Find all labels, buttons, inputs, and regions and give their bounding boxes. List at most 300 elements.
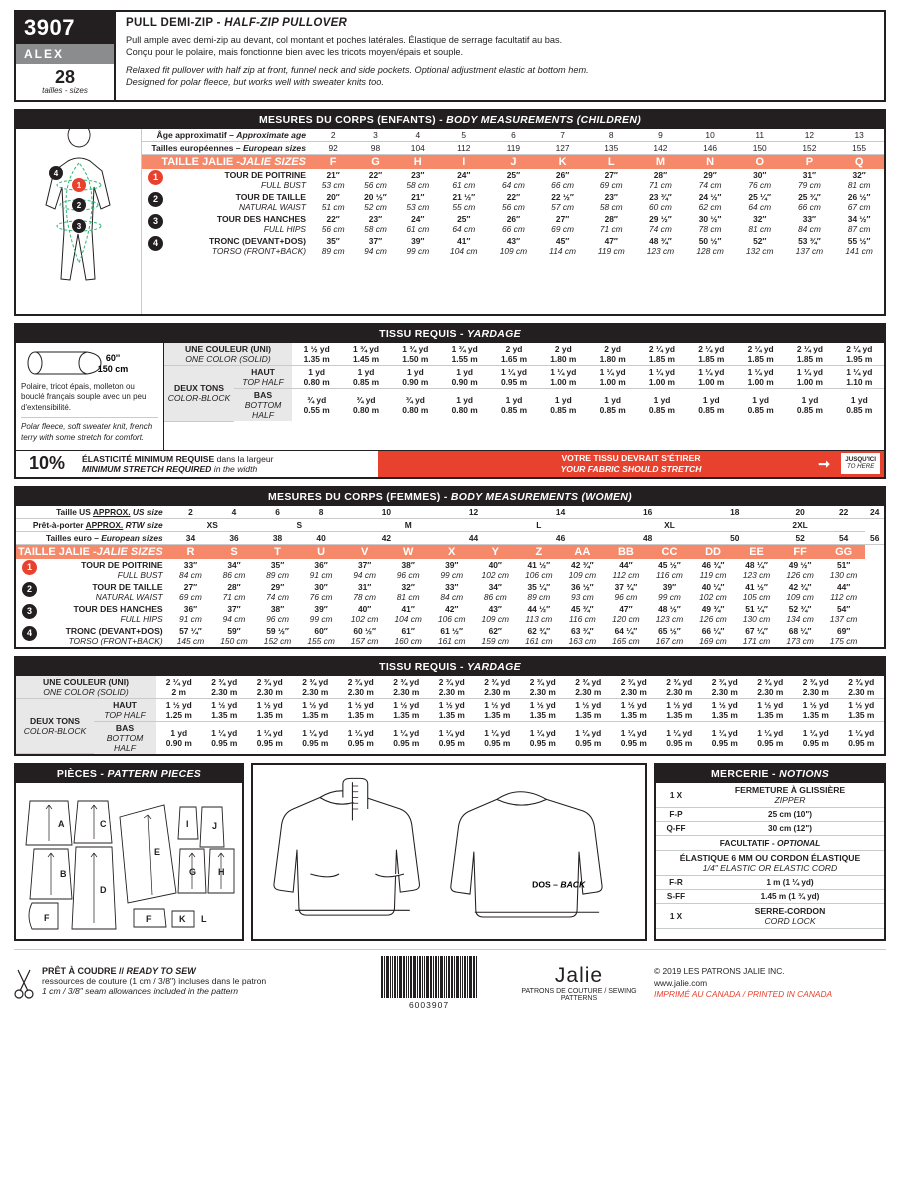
cell: 18 — [691, 506, 778, 519]
cell-group: 67 ¼″ 171 cm — [742, 625, 771, 646]
table-row-zipper-fp — [656, 808, 884, 822]
cell-group: 43″ 109 cm — [481, 603, 509, 624]
header — [14, 10, 886, 102]
cell-group: 22″ 56 cm — [321, 214, 345, 234]
cell-group: 2 yd 1.65 m — [489, 343, 538, 366]
cell-group: 28″ 71 cm — [599, 214, 623, 234]
cell-group: 1 yd 0.85 m — [747, 395, 774, 415]
cell-group: 1 yd 0.85 m — [846, 395, 873, 415]
pattern-pieces-title: PIÈCES - PATTERN PIECES — [16, 765, 242, 783]
cell: 13 — [834, 129, 884, 142]
children-yardage-section — [14, 323, 886, 479]
cell-group: 1 ½ yd 1.35 m — [384, 698, 430, 721]
cell-group: 51″ 130 cm — [829, 559, 858, 580]
cell-group: 1 ½ yd 1.35 m — [566, 698, 612, 721]
description-fr-1: Pull ample avec demi-zip au devant, col montant et poches latérales. Élastique de serrage facultatif au bas. — [126, 35, 563, 45]
stretch-bar — [378, 451, 884, 477]
cell: 98 — [354, 142, 396, 155]
cell-group: 40″ 102 cm — [350, 603, 379, 624]
piece-label: D — [100, 885, 107, 896]
cell-group: 25″ 64 cm — [502, 170, 525, 190]
description-en-2: Designed for polar fleece, but works well with sweater knits too. — [126, 77, 384, 88]
cell: 24 — [865, 506, 884, 519]
cell-group: 65 ½″ 167 cm — [655, 625, 684, 646]
cell: Q — [834, 155, 884, 170]
cell: 146 — [685, 142, 735, 155]
cell-group: 35″ 89 cm — [266, 559, 289, 580]
cell-group: 47″ 119 cm — [597, 236, 625, 256]
cell-group: 38″ 96 cm — [266, 603, 289, 624]
women-measurements-table — [16, 506, 884, 647]
cell-group: 1 yd 0.80 m — [292, 366, 341, 389]
cell-group: 30 ½″ 78 cm — [698, 214, 722, 234]
cell-group: 31″ 79 cm — [797, 170, 821, 190]
copyright-text: © 2019 LES PATRONS JALIE INC. — [654, 965, 785, 976]
table-row-jalie-sizes — [142, 155, 884, 170]
seam-note-fr: ressources de couture (1 cm / 3/8") incluses dans le patron — [42, 976, 267, 987]
notions-panel — [654, 763, 886, 941]
cell: I — [439, 155, 489, 170]
cell-group: 57 ¼″ 145 cm — [176, 625, 205, 646]
cell-group: 26 ½″ 67 cm — [847, 192, 871, 212]
footer — [14, 949, 886, 1010]
cell-group: 37″ 94 cm — [364, 236, 387, 256]
rtw-size-label: Prêt-à-porter APPROX. RTW size — [16, 518, 169, 531]
cell: 127 — [538, 142, 587, 155]
cell-group: 22 ½″ 57 cm — [551, 192, 574, 212]
cell-group: 1 yd 0.85 m — [341, 366, 390, 389]
cell: BB — [604, 544, 648, 559]
cell: 46 — [517, 531, 604, 544]
cell: 42 — [343, 531, 430, 544]
cell: J — [489, 155, 539, 170]
cell-group: 46 ¾″ 119 cm — [699, 559, 727, 580]
cell-group: 45″ 114 cm — [549, 236, 576, 256]
table-row-women-top-half — [16, 698, 884, 721]
cell-group: 60 ½″ 157 cm — [350, 625, 379, 646]
cell-group: 42 ¾″ 109 cm — [568, 559, 597, 580]
cell: 8 — [587, 129, 636, 142]
two-tone-label: DEUX TONS COLOR-BLOCK — [164, 366, 234, 422]
table-row-elastic — [656, 851, 884, 876]
cell: 44 — [430, 531, 517, 544]
piece-label: B — [60, 869, 67, 880]
brand-tagline: PATRONS DE COUTURE / SEWING PATTERNS — [521, 988, 637, 1003]
cell: 36 — [212, 531, 256, 544]
cell-group: 36″ 91 cm — [179, 603, 202, 624]
cell: W — [386, 544, 430, 559]
cell: 11 — [735, 129, 785, 142]
cell-group: 38″ 96 cm — [396, 559, 420, 580]
cell-group: 51 ¼″ 130 cm — [742, 603, 771, 624]
piece-label: C — [100, 819, 107, 830]
title-fr: PULL DEMI-ZIP - — [126, 17, 225, 29]
cell-group: 2 ¾ yd 2.30 m — [566, 676, 612, 699]
table-row-women-bottom-half — [16, 721, 884, 754]
badge-4: 4 — [148, 236, 163, 251]
women-yardage-table — [16, 676, 884, 755]
pattern-number: 3907 — [16, 12, 114, 44]
stretch-bar-fr: VOTRE TISSU DEVRAIT S'ÉTIRER — [561, 453, 701, 464]
piece-label: H — [218, 867, 225, 878]
women-jalie-label: TAILLE JALIE -JALIE SIZES — [16, 544, 169, 559]
cell-group: 2 ¾ yd 2.30 m — [293, 676, 339, 699]
cell-group: 39″ 99 cm — [309, 603, 333, 624]
cell-group: 39″ 99 cm — [406, 236, 430, 256]
cell-group: 2 ¼ yd 1.85 m — [736, 343, 785, 366]
cell: 142 — [636, 142, 686, 155]
cell-group: 1 ¼ yd 1.00 m — [637, 366, 686, 389]
cell: Z — [517, 544, 561, 559]
cell-group: 20″ 51 cm — [321, 192, 345, 212]
row-label-women-waist: 2 TOUR DE TAILLE NATURAL WAIST — [16, 581, 169, 603]
cell: 155 — [834, 142, 884, 155]
cell-group: 41 ½″ 106 cm — [525, 559, 553, 580]
fabric-note-fr: Polaire, tricot épais, molleton ou bouclé français souple avec un peu d'extensibilité. — [21, 382, 147, 412]
cell-group: 52 ¾″ 134 cm — [786, 603, 814, 624]
cell-group: 2 ¾ yd 2.30 m — [520, 676, 566, 699]
cell: S — [212, 544, 256, 559]
children-yardage-title: TISSU REQUIS - YARDAGE — [16, 325, 884, 343]
cell: 48 — [604, 531, 691, 544]
cell-group: 23″ 58 cm — [406, 170, 430, 190]
header-left — [16, 12, 116, 100]
cell-group: 34 ½″ 87 cm — [847, 214, 871, 234]
sizes-count: 28 — [54, 67, 76, 87]
cell-group: 1 ¼ yd 0.95 m — [575, 727, 602, 748]
cell-group: 48 ¾″ 123 cm — [646, 236, 675, 256]
stretch-to-here-tag: JUSQU'ICI TO HERE — [841, 453, 880, 474]
cell-group: 32″ 81 cm — [847, 170, 871, 190]
cell: 4 — [212, 506, 256, 519]
row-label-women-torso: 4 TRONC (DEVANT+DOS) TORSO (FRONT+BACK) — [16, 625, 169, 647]
cell-group: 1 yd 0.90 m — [391, 366, 440, 389]
cell-group: 2 ¾ yd 2.30 m — [657, 676, 703, 699]
printed-in: IMPRIMÉ AU CANADA / PRINTED IN CANADA — [654, 989, 833, 1000]
piece-label: G — [189, 867, 197, 878]
cell-group: 1 ½ yd 1.25 m — [156, 698, 202, 721]
cell-group: 35″ 89 cm — [321, 236, 345, 256]
cell-group: 33″ 84 cm — [179, 559, 202, 580]
us-size-label: Taille US APPROX. US size — [16, 506, 169, 519]
cell: N — [685, 155, 735, 170]
page-title — [126, 17, 874, 29]
badge-2: 2 — [22, 582, 37, 597]
cell: L — [587, 155, 636, 170]
cell-group: 2 ¾ yd 2.30 m — [429, 676, 475, 699]
cell-group: 39″ 99 cm — [658, 581, 681, 602]
cell: GG — [822, 544, 866, 559]
table-row-waist — [142, 191, 884, 213]
cell: 135 — [587, 142, 636, 155]
cell-group: 1 ¾ yd 1.50 m — [391, 343, 440, 366]
ready-to-sew-block — [14, 966, 344, 1000]
cell-group: 68 ¼″ 173 cm — [786, 625, 814, 646]
badge-2: 2 — [148, 192, 163, 207]
children-measurements-section — [14, 109, 886, 316]
row-label-women-hips: 3 TOUR DES HANCHES FULL HIPS — [16, 603, 169, 625]
cell: 56 — [865, 531, 884, 544]
stretch-text: ÉLASTICITÉ MINIMUM REQUISE dans la largeur MINIMUM STRETCH REQUIRED in the width — [82, 453, 274, 474]
table-row-bust — [142, 169, 884, 191]
arrow-right-icon: ➞ — [818, 455, 830, 472]
cell: DD — [691, 544, 735, 559]
cell-group: 1 ½ yd 1.35 m — [657, 698, 703, 721]
cell-group: 2 ¼ yd 2 m — [156, 676, 202, 699]
women-top-half-label: HAUT TOP HALF — [94, 698, 156, 721]
cell-group: 61 ½″ 161 cm — [437, 625, 466, 646]
fabric-info — [16, 343, 164, 450]
cell-group: 44 ½″ 113 cm — [525, 603, 553, 624]
cell: 10 — [343, 506, 430, 519]
cell: EE — [735, 544, 779, 559]
cell: 20 — [778, 506, 822, 519]
cell: 52 — [778, 531, 822, 544]
cell-group: 20 ½″ 52 cm — [364, 192, 387, 212]
cell-group: 35 ¼″ 89 cm — [527, 581, 551, 602]
cell-group: 23 ¾″ 60 cm — [649, 192, 672, 212]
table-row-solid — [164, 343, 884, 366]
cell-group: 2 ¾ yd 2.30 m — [839, 676, 885, 699]
stretch-requirement-row — [16, 450, 884, 477]
cell-group: 1 ¼ yd 0.95 m — [802, 727, 829, 748]
cell: 2 — [169, 506, 213, 519]
cell-group: 1 ¼ yd 0.95 m — [757, 727, 784, 748]
row-label-waist: 2 TOUR DE TAILLE NATURAL WAIST — [142, 191, 312, 213]
cell-group: 25 ¾″ 66 cm — [797, 192, 821, 212]
table-row-top-half — [164, 366, 884, 389]
cell-group: 24 ½″ 62 cm — [698, 192, 722, 212]
cell-group: 1 ½ yd 1.35 m — [202, 698, 248, 721]
cell: L — [474, 518, 605, 531]
cell-group: 26″ 66 cm — [502, 214, 525, 234]
cell-group: 33″ 84 cm — [797, 214, 821, 234]
badge-4: 4 — [22, 626, 37, 641]
cell: 54 — [822, 531, 866, 544]
cell-group: 37″ 94 cm — [222, 603, 246, 624]
cell-group: 21″ 53 cm — [406, 192, 430, 212]
cell-group: 48 ¼″ 123 cm — [742, 559, 771, 580]
cell-group: 2 yd 1.80 m — [539, 343, 588, 366]
cell-group: 2 ¾ yd 2.30 m — [384, 676, 430, 699]
cell: 38 — [256, 531, 300, 544]
table-row-age — [142, 129, 884, 142]
cell: 112 — [439, 142, 489, 155]
cell-group: 2 ¼ yd 1.95 m — [835, 343, 884, 366]
cell-group: 1 ¼ yd 0.95 m — [848, 727, 875, 748]
cell-group: 1 yd 0.90 m — [440, 366, 489, 389]
cell-group: 30″ 76 cm — [309, 581, 333, 602]
cell-group: 1 ¼ yd 0.95 m — [393, 727, 420, 748]
cell-group: 1 ¼ yd 0.95 m — [211, 727, 238, 748]
cell-group: 1 ½ yd 1.35 m — [429, 698, 475, 721]
piece-label: F — [146, 914, 152, 925]
cell-group: 22″ 56 cm — [364, 170, 387, 190]
row-label-torso: 4 TRONC (DEVANT+DOS) TORSO (FRONT+BACK) — [142, 235, 312, 257]
women-two-tone-label: DEUX TONS COLOR-BLOCK — [16, 698, 94, 754]
cell: 150 — [735, 142, 785, 155]
cell-group: 61″ 160 cm — [394, 625, 422, 646]
cell: G — [354, 155, 396, 170]
cell: 5 — [439, 129, 489, 142]
cell-group: 21 ½″ 55 cm — [452, 192, 476, 212]
cell-group: 47″ 120 cm — [612, 603, 640, 624]
cell-group: 1 ½ yd 1.35 m — [292, 343, 341, 366]
website-link[interactable]: www.jalie.com — [654, 977, 708, 988]
cell: M — [343, 518, 474, 531]
cordlock-qty: 1 X — [656, 904, 696, 929]
cell-group: 1 ¾ yd 1.45 m — [341, 343, 390, 366]
cell-group: 50 ½″ 128 cm — [696, 236, 724, 256]
children-title-fr: MESURES DU CORPS (ENFANTS) - — [258, 114, 447, 126]
cell-group: 29″ 74 cm — [698, 170, 722, 190]
cell-group: 2 ¾ yd 2.30 m — [475, 676, 521, 699]
cell: 7 — [538, 129, 587, 142]
cell-group: 1 ¼ yd 0.95 m — [620, 727, 647, 748]
cell-group: ¾ yd 0.55 m — [303, 395, 330, 415]
cell-group: 1 ½ yd 1.35 m — [475, 698, 521, 721]
table-row-us-size — [16, 506, 884, 519]
cell-group: 2 ¾ yd 2.30 m — [202, 676, 248, 699]
cell-group: 1 yd 0.90 m — [165, 727, 192, 748]
cell-group: 33″ 84 cm — [440, 581, 464, 602]
cell-group: 34″ 86 cm — [483, 581, 507, 602]
cell-group: ¾ yd 0.80 m — [402, 395, 429, 415]
technical-drawing-panel — [251, 763, 647, 941]
children-title-en: BODY MEASUREMENTS (CHILDREN) — [446, 114, 642, 126]
cell-group: 44″ 112 cm — [830, 581, 858, 602]
women-yardage-section — [14, 656, 886, 757]
cell-group: 32″ 81 cm — [748, 214, 772, 234]
cell-group: 48 ½″ 123 cm — [655, 603, 684, 624]
piece-label: F — [44, 913, 50, 924]
title-en: HALF-ZIP PULLOVER — [224, 17, 348, 29]
cell-group: 1 ¼ yd 1.00 m — [539, 366, 588, 389]
fabric-roll-icon — [21, 346, 158, 378]
cell-group: 1 yd 0.85 m — [599, 395, 626, 415]
cell-group: 1 ¼ yd 0.95 m — [484, 727, 511, 748]
cell-group: 2 ¾ yd 2.30 m — [338, 676, 384, 699]
cell-group: 1 ¾ yd 1.55 m — [440, 343, 489, 366]
ready-label-en: READY TO SEW — [126, 966, 196, 977]
cordlock-label: SERRE-CORDON CORD LOCK — [696, 904, 884, 929]
piece-label: I — [186, 819, 189, 830]
cell-group: 1 ½ yd 1.35 m — [247, 698, 293, 721]
barcode-number: 6003907 — [408, 1000, 450, 1011]
elastic-size-code: S-FF — [656, 890, 696, 904]
women-section-title: MESURES DU CORPS (FEMMES) - BODY MEASUREMENTS (WOMEN) — [16, 488, 884, 506]
cell-group: 45 ¾″ 116 cm — [568, 603, 596, 624]
cell-group: 41 ½″ 105 cm — [742, 581, 771, 602]
cell-group: 2 ¼ yd 1.85 m — [637, 343, 686, 366]
cell: H — [397, 155, 439, 170]
cell: 104 — [397, 142, 439, 155]
cell-group: 40″ 102 cm — [481, 559, 509, 580]
cell-group: 1 ½ yd 1.35 m — [702, 698, 748, 721]
table-row-bottom-half — [164, 389, 884, 422]
cell-group: 2 yd 1.80 m — [588, 343, 637, 366]
cell: 92 — [312, 142, 354, 155]
piece-label: A — [58, 819, 65, 830]
cell-group: 52″ 132 cm — [746, 236, 774, 256]
table-row-optional — [656, 836, 884, 851]
cell-group: 2 ¾ yd 2.30 m — [748, 676, 794, 699]
cell: 12 — [785, 129, 835, 142]
notions-table — [656, 783, 884, 929]
cell-group: 53 ¾″ 137 cm — [795, 236, 824, 256]
badge-1: 1 — [22, 560, 37, 575]
table-row-women-jalie-sizes — [16, 544, 884, 559]
cell-group: 42 ¾″ 109 cm — [786, 581, 814, 602]
cell: K — [538, 155, 587, 170]
cell-group: 28″ 71 cm — [222, 581, 246, 602]
pattern-pieces-diagram — [16, 783, 242, 938]
cell-group: 42″ 106 cm — [437, 603, 466, 624]
cell: T — [256, 544, 300, 559]
cell: XL — [604, 518, 735, 531]
cell: X — [430, 544, 474, 559]
cell: 9 — [636, 129, 686, 142]
description-en-1: Relaxed fit pullover with half zip at front, funnel neck and side pockets. Optional adjustment elastic at bottom hem. — [126, 64, 589, 75]
description-en — [126, 64, 874, 89]
cell: 34 — [169, 531, 213, 544]
cell: 16 — [604, 506, 691, 519]
cell-group: 2 ¾ yd 2.30 m — [793, 676, 839, 699]
stretch-bar-en: YOUR FABRIC SHOULD STRETCH — [560, 463, 702, 474]
cell-group: 29″ 74 cm — [266, 581, 289, 602]
cell-group: 24″ 61 cm — [406, 214, 430, 234]
cell: 8 — [299, 506, 343, 519]
cell-group: 62 ¾″ 161 cm — [525, 625, 553, 646]
piece-label: J — [212, 821, 218, 832]
women-one-color-label: UNE COULEUR (UNI) ONE COLOR (SOLID) — [16, 676, 156, 699]
cell-group: 2 ¾ yd 2.30 m — [611, 676, 657, 699]
svg-text:3: 3 — [76, 222, 82, 231]
cell-group: 41″ 104 cm — [394, 603, 422, 624]
children-section-title — [16, 111, 884, 129]
cell-group: 1 ¼ yd 0.95 m — [347, 727, 374, 748]
svg-text:4: 4 — [53, 169, 59, 178]
table-row-cordlock — [656, 904, 884, 929]
cell-group: 63 ¾″ 163 cm — [568, 625, 597, 646]
cell: U — [299, 544, 343, 559]
cell: Y — [474, 544, 518, 559]
cell-group: 1 ¼ yd 1.00 m — [687, 366, 736, 389]
table-row-elastic-fr — [656, 876, 884, 890]
badge-3: 3 — [22, 604, 37, 619]
cell-group: 1 ¼ yd 1.00 m — [588, 366, 637, 389]
cell-group: 2 ¼ yd 1.85 m — [785, 343, 834, 366]
cell-group: 39″ 99 cm — [440, 559, 464, 580]
zipper-size-value: 25 cm (10") — [696, 808, 884, 822]
barcode-block — [344, 956, 514, 1010]
zipper-size-code: Q-FF — [656, 822, 696, 836]
table-row-hips — [142, 213, 884, 235]
cell: XS — [169, 518, 256, 531]
cell-group: 60″ 155 cm — [307, 625, 335, 646]
cell-group: 1 ½ yd 1.35 m — [293, 698, 339, 721]
cell-group: 29 ½″ 74 cm — [649, 214, 672, 234]
optional-label: FACULTATIF - OPTIONAL — [656, 836, 884, 851]
zipper-qty: 1 X — [656, 783, 696, 808]
zipper-size-value: 30 cm (12") — [696, 822, 884, 836]
fabric-note-en: Polar fleece, soft sweater knit, french terry with some stretch for comfort. — [21, 417, 158, 443]
cell-group: 1 ½ yd 1.35 m — [338, 698, 384, 721]
cell-group: 28″ 71 cm — [649, 170, 672, 190]
cell-group: 2 ¾ yd 2.30 m — [247, 676, 293, 699]
cell-group: 1 ¼ yd 1.00 m — [736, 366, 785, 389]
cell-group: 49 ½″ 126 cm — [786, 559, 814, 580]
